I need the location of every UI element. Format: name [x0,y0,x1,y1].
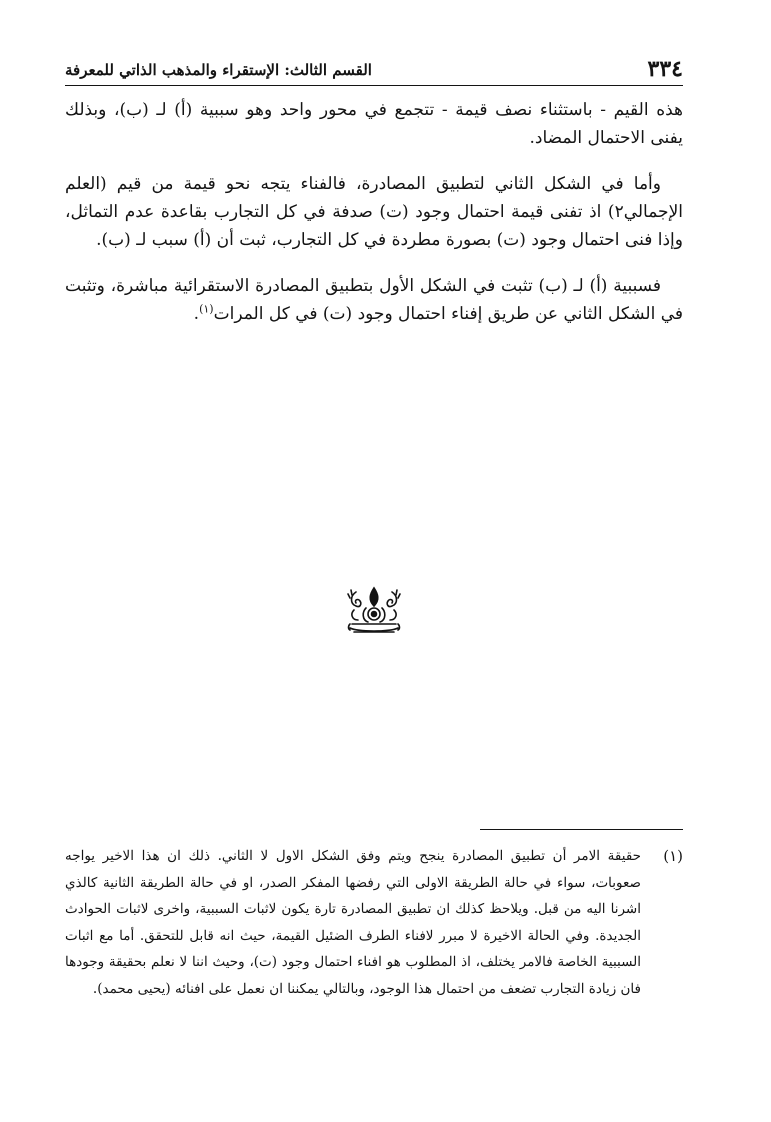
paragraph-1: هذه القيم - باستثناء نصف قيمة - تتجمع في محور واحد وهو سببية (أ) لـ (ب)، وبذلك يفنى الاحتمال المضاد. [65,100,683,148]
crown-ornament-icon [344,584,404,636]
paragraph-3-text: فسببية (أ) لـ (ب) تثبت في الشكل الأول بتطبيق المصادرة الاستقرائية مباشرة، وتثبت في الشكل الثاني عن طريق إفناء احتمال وجود (ت) في كل المرات [65,276,683,324]
footnote-1 [65,843,683,1002]
running-title: القسم الثالث: الإستقراء والمذهب الذاتي للمعرفة [65,61,372,79]
paragraph-3-end: . [193,304,200,324]
footnote-reference[interactable]: (١) [199,302,214,316]
footnote-number: (١) [663,847,683,865]
header-rule [65,85,683,86]
footnote-separator [480,829,683,830]
paragraph-2: وأما في الشكل الثاني لتطبيق المصادرة، فالفناء يتجه نحو قيمة من قيم (العلم الإجمالي٢) اذ تفنى قيمة احتمال وجود (ت) صدفة في كل التجارب بقاعدة عدم التماثل، وإذا فنى احتمال وجود (ت) بصورة مطردة في كل التجارب، ثبت أن (أ) سبب لـ (ب). [65,174,683,250]
page-number: ٣٣٤ [647,56,683,82]
footnote-text: حقيقة الامر أن تطبيق المصادرة ينجح ويتم وفق الشكل الاول لا الثاني. ذلك ان هذا الاخير يواجه صعوبات، سواء في حالة الطريقة الاولى التي رفضها المفكر الصدر، او في حالة الطريقة الثانية كالذي اشرنا اليه من قبل. ويلاحظ كذلك ان تطبيق المصادرة تارة يكون لاثبات السببية، واخرى لاثبات الحوادث الجديدة. وفي الحالة الاخيرة لا مبرر لافناء الطرف الضئيل القيمة، حيث انه قابل للتحقق. أما مع اثبات السببية الخاصة فالامر يختلف، اذ المطلوب هو افناء احتمال وجود (ت)، وحيث اننا لا نعلم بحقيقة وجودها فان زيادة التجارب تضعف من احتمال هذا الوجود، وبالتالي يمكننا ان نعمل على افنائه (يحيى محمد). [65,848,641,997]
paragraph-3 [65,272,683,328]
page-header [65,56,683,86]
body-text [65,96,683,346]
footnotes [65,843,683,1002]
